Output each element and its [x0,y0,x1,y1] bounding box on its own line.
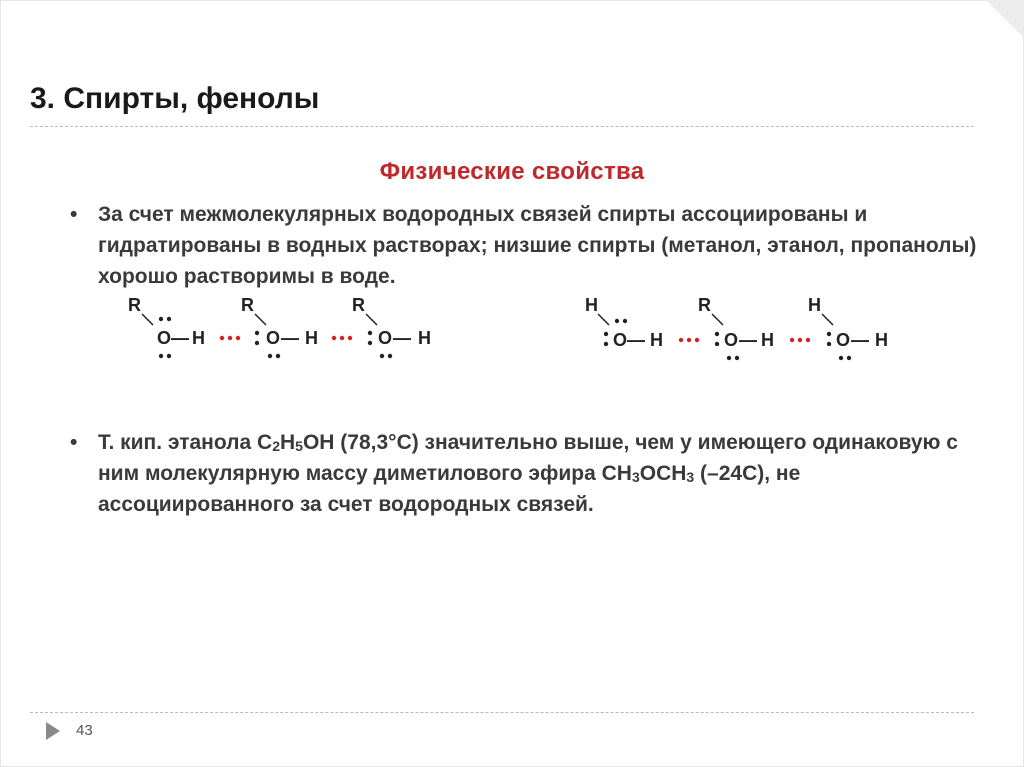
substituent-label: R [128,295,141,315]
substituent-label: R [241,295,254,315]
bond-label: — [393,328,411,348]
oxygen-label: O [378,328,393,348]
bullet-hydrogen-bonds [70,199,978,292]
title-divider [30,126,974,127]
bond-label: — [851,330,869,350]
page-number: 43 [76,722,93,739]
slide-title: 3. Спирты, фенолы [30,82,320,115]
oxygen-label: O [613,330,628,350]
hydrogen-label: H [305,328,318,348]
bullet-marker: • [70,431,78,454]
hydrogen-label: H [761,330,774,350]
substituent-label: H [585,295,598,315]
bullet-marker: • [70,203,78,226]
bond-label: — [171,328,189,348]
hydrogen-label: H [418,328,431,348]
substituent-label: H [808,295,821,315]
substituent-label: R [352,295,365,315]
section-heading: Физические свойства [379,158,645,185]
hydrogen-label: H [650,330,663,350]
bond-label: — [739,330,757,350]
alcohol-association-diagram [128,295,431,358]
bond-label: — [627,330,645,350]
oxygen-label: O [266,328,281,348]
hydrogen-label: H [875,330,888,350]
oxygen-label: O [724,330,739,350]
bullet-text: Т. кип. этанола $С_2Н_5ОН$ (78,3°С) значительно выше, чем у имеющего одинаковую с ним молекулярную массу диметилового эфира $СН_3ОСН_3$ (–24С), не ассоциированного за счет водородных связей. [98,431,958,516]
page-corner-fold [986,0,1024,38]
hydrogen-bond-diagrams [0,290,1024,370]
bullet-boiling-point [70,427,978,520]
bullet-text: За счет межмолекулярных водородных связей спирты ассоциированы и гидратированы в водных растворах; низшие спирты (метанол, этанол, пропанолы) хорошо растворимы в воде. [98,203,977,288]
water-alcohol-association-diagram [585,295,888,360]
substituent-label: R [698,295,711,315]
footer-divider [30,712,974,713]
next-slide-arrow-icon[interactable] [46,722,60,740]
oxygen-label: O [157,328,172,348]
bond-label: — [281,328,299,348]
oxygen-label: O [836,330,851,350]
hydrogen-label: H [192,328,205,348]
